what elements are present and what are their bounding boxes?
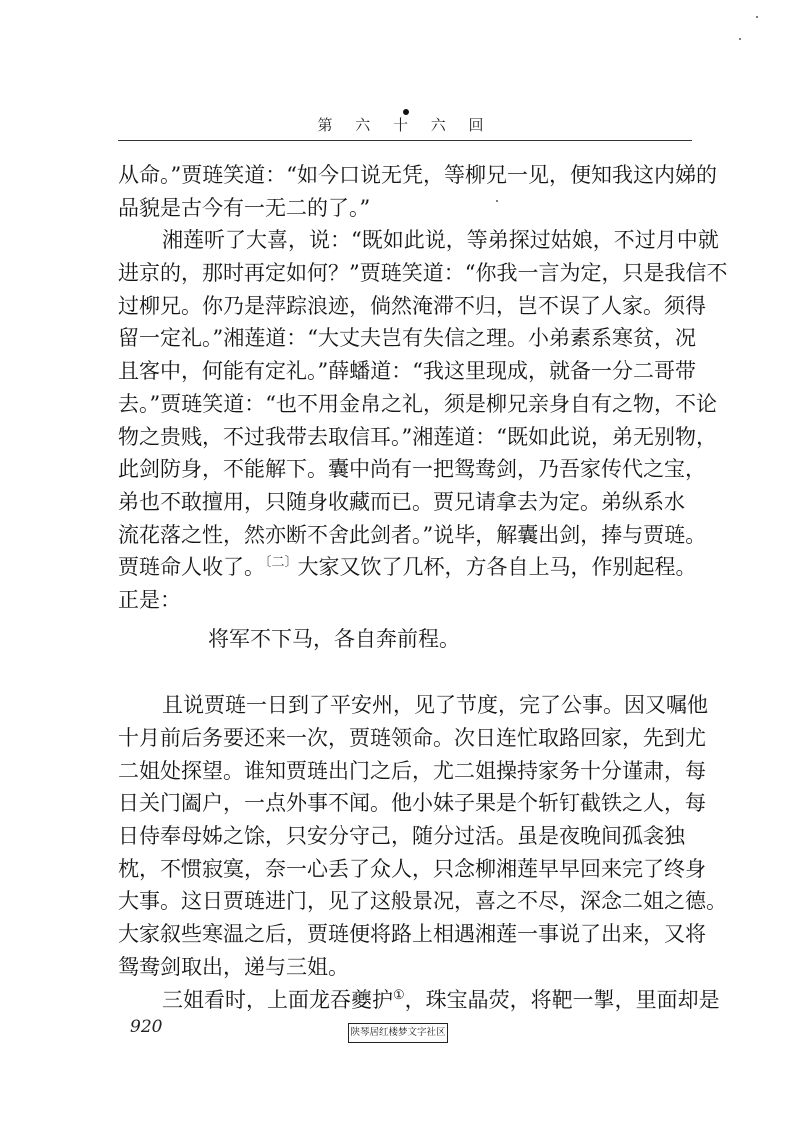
- scan-speck: [756, 16, 758, 18]
- main-text: [118, 159, 728, 1016]
- text-line: [118, 984, 720, 1017]
- text-line: 二姐处探望。谁知贾琏出门之后，尤二姐操持家务十分谨肃，每: [118, 758, 706, 783]
- text-line: 过柳兄。你乃是萍踪浪迹，倘然淹滞不归，岂不误了人家。须得: [118, 293, 706, 318]
- watermark-stamp: 陕琴居红楼梦文字社区: [348, 1023, 448, 1043]
- text-line: 日侍奉母姊之馀，只安分守己，随分过活。虽是夜晚间孤衾独: [118, 824, 685, 849]
- text-line: 从命。”贾琏笑道：“如今口说无凭，等柳兄一见，便知我这内娣的: [118, 163, 717, 187]
- chapter-title: 第 六 十 六 回: [317, 116, 493, 134]
- text-line: 大事。这日贾琏进门，见了这般景况，喜之不尽，深念二姐之德。: [118, 889, 727, 914]
- text-line: 留一定礼。”湘莲道：“大丈夫岂有失信之理。小弟素系寒贫，况: [118, 326, 696, 351]
- header-rule: [118, 140, 692, 141]
- text-line: 品貌是古今有一无二的了。”: [118, 195, 371, 220]
- text-line: 枕，不惯寂寞，奈一心丢了众人，只念柳湘莲早早回来完了终身: [118, 856, 706, 881]
- text-line: [118, 551, 697, 584]
- text-line: 弟也不敢擅用，只随身收藏而已。贾兄请拿去为定。弟纵系水: [118, 489, 685, 514]
- text-line: 进京的，那时再定如何？”贾琏笑道：“你我一言为定，只是我信不: [118, 261, 728, 286]
- text-segment: ，珠宝晶荧，将靶一掣，里面却是: [404, 987, 720, 1012]
- text-line: 十月前后务要还来一次，贾琏领命。次日连忙取路回家，先到尤: [118, 726, 706, 750]
- text-line: 此剑防身，不能解下。囊中尚有一把鸳鸯剑，乃吾家传代之宝，: [118, 457, 706, 482]
- verse-line: 将军不下马，各自奔前程。: [208, 626, 460, 651]
- scan-speck: [496, 200, 498, 202]
- text-segment: 三姐看时，上面龙吞夔护: [162, 987, 393, 1012]
- footnote-marker: ①: [393, 987, 405, 1003]
- text-segment: 大家又饮了几杯，方各自上马，作别起程。: [297, 555, 697, 580]
- text-line: 湘莲听了大喜，说：“既如此说，等弟探过姑娘，不过月中就: [162, 228, 719, 253]
- text-line: 大家叙些寒温之后，贾琏便将路上相遇湘莲一事说了出来，又将: [118, 922, 706, 947]
- text-line: 去。”贾琏笑道：“也不用金帛之礼，须是柳兄亲身自有之物，不论: [118, 391, 717, 416]
- text-line: 鸳鸯剑取出，递与三姐。: [118, 954, 349, 979]
- paragraph-gap: [118, 655, 694, 689]
- text-line: 正是：: [118, 587, 181, 612]
- header-dot: [403, 109, 409, 115]
- text-line: 日关门阖户，一点外事不闻。他小妹子果是个斩钉截铁之人，每: [118, 791, 706, 816]
- text-line: 且说贾琏一日到了平安州，见了节度，完了公事。因又嘱他: [162, 693, 708, 718]
- page-number: 920: [130, 1017, 163, 1037]
- page-footer: [118, 1017, 694, 1057]
- text-line: 流花落之性，然亦断不舍此剑者。”说毕，解囊出剑，捧与贾琏。: [118, 522, 707, 547]
- text-line: 物之贵贱，不过我带去取信耳。”湘莲道：“既如此说，弟无别物，: [118, 424, 717, 449]
- scan-speck: [739, 38, 741, 40]
- editorial-note-marker: 〔二〕: [265, 555, 298, 571]
- text-line: 且客中，何能有定礼。”薛蟠道：“我这里现成，就备一分二哥带: [118, 359, 696, 384]
- text-segment: 贾琏命人收了。: [118, 555, 265, 580]
- running-header: [118, 104, 692, 144]
